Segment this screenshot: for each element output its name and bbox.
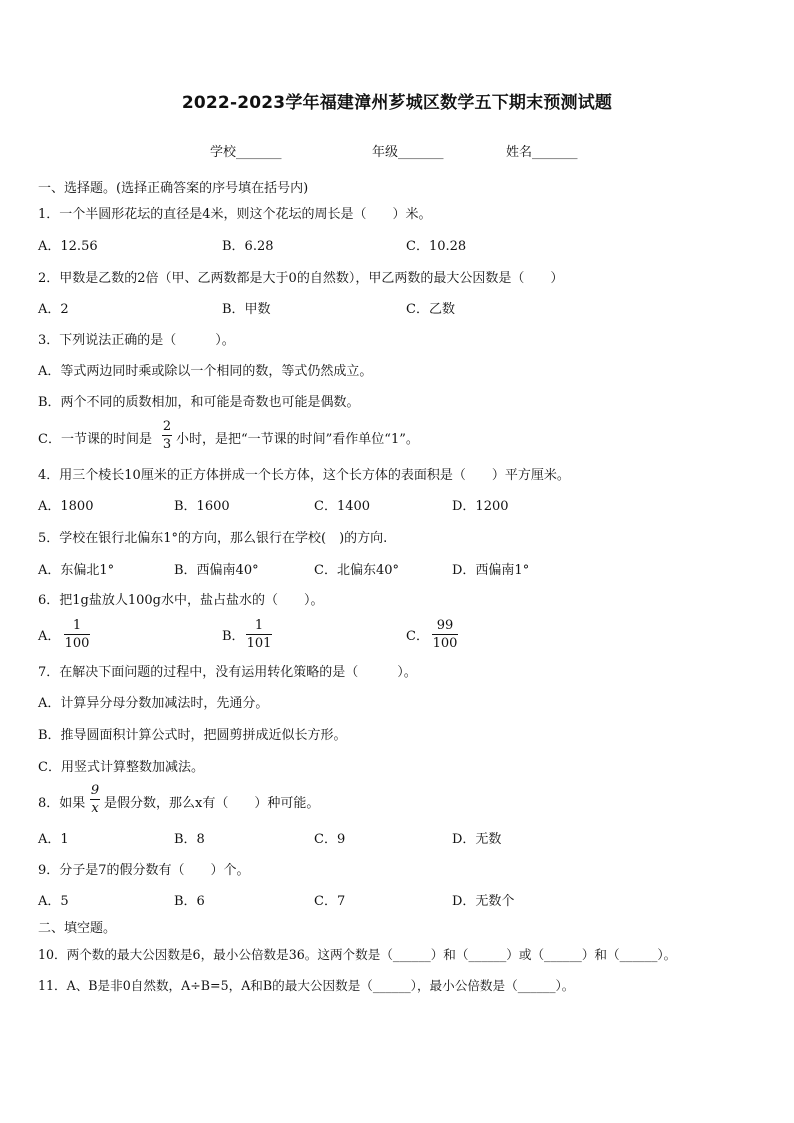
q3-fraction-denominator: 3 <box>162 437 172 452</box>
q7-option-a: A．计算异分母分数加减法时，先通分。 <box>38 696 269 711</box>
question-5: 5．学校在银行北偏东1°的方向，那么银行在学校( )的方向. <box>38 531 388 546</box>
question-8-prefix: 8．如果 <box>38 796 86 811</box>
q3-option-c-suffix: 小时，是把“一节课的时间”看作单位“1”。 <box>176 432 419 447</box>
q8-fraction <box>90 783 100 816</box>
q6-option-a-label: A． <box>38 629 61 644</box>
q3-option-b: B．两个不同的质数相加，和可能是奇数也可能是偶数。 <box>38 395 360 410</box>
question-7: 7．在解决下面问题的过程中，没有运用转化策略的是（ ）。 <box>38 665 417 680</box>
q6-option-c-fraction <box>432 618 458 651</box>
q5-option-d: D．西偏南1° <box>452 563 530 578</box>
q8-denominator: x <box>91 801 99 816</box>
q7-option-c: C．用竖式计算整数加减法。 <box>38 760 204 775</box>
q6-b-denominator: 101 <box>246 636 272 651</box>
fraction-bar <box>64 634 90 635</box>
q3-fraction <box>162 419 172 452</box>
q2-option-a: A．2 <box>38 302 69 317</box>
fraction-bar <box>246 634 272 635</box>
q6-option-a-fraction <box>64 618 90 651</box>
q6-a-numerator: 1 <box>72 618 82 633</box>
q8-option-c: C．9 <box>314 832 346 847</box>
section-heading-choice: 一、选择题。(选择正确答案的序号填在括号内) <box>38 181 309 196</box>
q8-option-b: B．8 <box>174 832 205 847</box>
question-11: 11．A、B是非0自然数，A÷B=5，A和B的最大公因数是（______），最小公倍数是（______）。 <box>38 978 575 993</box>
q2-option-b: B．甲数 <box>222 302 271 317</box>
question-6: 6．把1g盐放人100g水中，盐占盐水的（ ）。 <box>38 593 324 608</box>
q8-numerator: 9 <box>90 783 100 798</box>
q6-option-c-label: C． <box>406 629 429 644</box>
question-9: 9．分子是7的假分数有（ ）个。 <box>38 863 250 878</box>
q4-option-d: D．1200 <box>452 499 509 514</box>
fraction-bar <box>90 799 100 800</box>
q9-option-b: B．6 <box>174 894 205 909</box>
q3-fraction-numerator: 2 <box>162 419 172 434</box>
q7-option-b: B．推导圆面积计算公式时，把圆剪拼成近似长方形。 <box>38 728 347 743</box>
question-10: 10．两个数的最大公因数是6，最小公倍数是36。这两个数是（______）和（______）或（______）和（______）。 <box>38 947 677 962</box>
q3-option-c-prefix: C．一节课的时间是 <box>38 432 152 447</box>
q1-option-a: A．12.56 <box>38 239 98 254</box>
question-8-suffix: 是假分数，那么x有（ ）种可能。 <box>104 796 320 811</box>
q1-option-c: C．10.28 <box>406 239 467 254</box>
section-heading-fill: 二、填空题。 <box>38 921 117 936</box>
q2-option-c: C．乙数 <box>406 302 455 317</box>
q9-option-c: C．7 <box>314 894 346 909</box>
q6-c-numerator: 99 <box>436 618 454 633</box>
name-field: 姓名_______ <box>506 145 578 160</box>
question-1: 1．一个半圆形花坛的直径是4米，则这个花坛的周长是（ ）米。 <box>38 207 432 222</box>
question-4: 4．用三个棱长10厘米的正方体拼成一个长方体，这个长方体的表面积是（ ）平方厘米。 <box>38 468 570 483</box>
q4-option-c: C．1400 <box>314 499 371 514</box>
q6-a-denominator: 100 <box>64 636 90 651</box>
q6-b-numerator: 1 <box>254 618 264 633</box>
q5-option-a: A．东偏北1° <box>38 563 115 578</box>
school-field: 学校_______ <box>210 145 282 160</box>
grade-field: 年级_______ <box>372 145 444 160</box>
page-title: 2022-2023学年福建漳州芗城区数学五下期末预测试题 <box>181 93 613 113</box>
fraction-bar <box>162 435 172 436</box>
q1-option-b: B．6.28 <box>222 239 274 254</box>
q6-option-b-label: B． <box>222 629 245 644</box>
question-3: 3．下列说法正确的是（ ）。 <box>38 333 235 348</box>
q9-option-d: D．无数个 <box>452 894 515 909</box>
q4-option-a: A．1800 <box>38 499 94 514</box>
q5-option-b: B．西偏南40° <box>174 563 259 578</box>
fraction-bar <box>432 634 458 635</box>
q9-option-a: A．5 <box>38 894 69 909</box>
q6-c-denominator: 100 <box>432 636 458 651</box>
q5-option-c: C．北偏东40° <box>314 563 399 578</box>
q3-option-a: A．等式两边同时乘或除以一个相同的数，等式仍然成立。 <box>38 364 373 379</box>
q4-option-b: B．1600 <box>174 499 230 514</box>
q6-option-b-fraction <box>246 618 272 651</box>
question-2: 2．甲数是乙数的2倍（甲、乙两数都是大于0的自然数），甲乙两数的最大公因数是（ ） <box>38 271 564 286</box>
q8-option-d: D．无数 <box>452 832 502 847</box>
q8-option-a: A．1 <box>38 832 69 847</box>
